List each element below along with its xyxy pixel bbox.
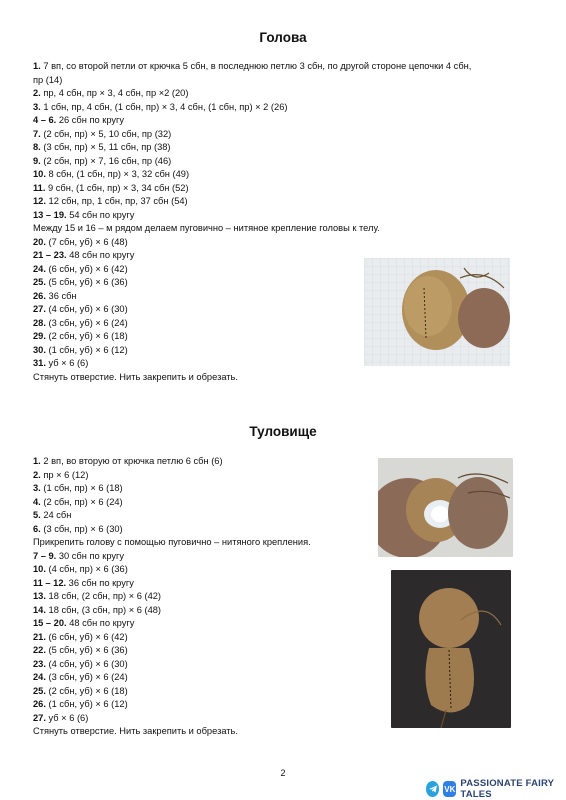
row-text: 18 сбн, (3 сбн, пр) × 6 (48) (45, 604, 162, 615)
row-number: 21. (33, 631, 46, 642)
row-number: 10. (33, 564, 46, 574)
row-text: (1 сбн, уб) × 6 (12) (45, 344, 128, 355)
row-text: (5 сбн, уб) × 6 (36) (45, 277, 128, 287)
instruction-row (33, 60, 543, 74)
row-text: 30 сбн по кругу (56, 550, 125, 561)
row-number: 20. (33, 236, 46, 247)
row-number: 31. (33, 358, 46, 368)
telegram-icon (426, 781, 439, 797)
row-text: 1 сбн, пр, 4 сбн, (1 сбн, пр) × 3, 4 сбн, (1 сбн, пр) × 2 (26) (40, 101, 288, 112)
row-text: 48 сбн по кругу (66, 618, 135, 628)
row-number: 3. (33, 101, 41, 112)
row-text: Стянуть отверстие. Нить закрепить и обрезать. (33, 371, 238, 382)
row-number: 3. (33, 483, 41, 493)
instruction-row (33, 168, 543, 182)
instruction-row (33, 195, 543, 209)
row-text: (2 сбн, пр) × 6 (24) (40, 496, 123, 507)
row-text: уб × 6 (6) (45, 358, 89, 368)
row-text: (6 сбн, уб) × 6 (42) (45, 263, 128, 274)
row-text: 48 сбн по кругу (66, 250, 135, 260)
row-text: (7 сбн, уб) × 6 (48) (45, 236, 128, 247)
instruction-row (33, 141, 543, 155)
instruction-row (33, 236, 543, 250)
row-number: 2. (33, 469, 41, 480)
head-heading: Голова (259, 30, 307, 45)
row-number: 27. (33, 304, 46, 314)
row-text: (4 сбн, пр) × 6 (36) (45, 564, 128, 574)
row-text: (5 сбн, уб) × 6 (36) (45, 645, 128, 655)
row-text: 7 вп, со второй петли от крючка 5 сбн, в последнюю петлю 3 сбн, по другой стороне цепочки 4 сбн, (40, 61, 472, 71)
row-number: 26. (33, 290, 46, 301)
watermark-text: PASSIONATE FAIRY TALES (460, 778, 555, 800)
row-number: 7. (33, 128, 41, 139)
row-text: (3 сбн, пр) × 5, 11 сбн, пр (38) (40, 142, 171, 152)
row-number: 15 – 20. (33, 618, 67, 628)
row-text: Между 15 и 16 – м рядом делаем пуговично – нитяное крепление головы к телу. (33, 223, 380, 233)
row-text: (2 сбн, уб) × 6 (18) (45, 685, 128, 696)
row-text: (4 сбн, уб) × 6 (30) (45, 658, 128, 669)
instruction-row (33, 87, 543, 101)
row-number: 4. (33, 496, 41, 507)
row-text: 8 сбн, (1 сбн, пр) × 3, 32 сбн (49) (45, 169, 190, 179)
row-text: (3 сбн, уб) × 6 (24) (45, 672, 128, 682)
row-text: (3 сбн, пр) × 6 (30) (40, 523, 123, 534)
row-number: 25. (33, 685, 46, 696)
instruction-row (33, 222, 543, 236)
body-heading: Туловище (249, 424, 317, 439)
row-text: (4 сбн, уб) × 6 (30) (45, 304, 128, 314)
row-text: Прикрепить голову с помощью пуговично – нитяного крепления. (33, 537, 311, 547)
row-number: 6. (33, 523, 41, 534)
page-number: 2 (280, 768, 286, 778)
row-text: (2 сбн, уб) × 6 (18) (45, 331, 128, 341)
body-photo-bottom (391, 570, 511, 728)
instruction-row (33, 182, 543, 196)
row-text: пр, 4 сбн, пр × 3, 4 сбн, пр ×2 (20) (40, 88, 189, 98)
row-number: 30. (33, 344, 46, 355)
row-text: 18 сбн, (2 сбн, пр) × 6 (42) (45, 591, 162, 601)
row-number: 9. (33, 155, 41, 166)
row-text: (2 сбн, пр) × 5, 10 сбн, пр (32) (40, 128, 172, 139)
row-text: уб × 6 (6) (45, 712, 89, 723)
instruction-row (33, 155, 543, 169)
row-text: (6 сбн, уб) × 6 (42) (45, 631, 128, 642)
row-text: (2 сбн, пр) × 7, 16 сбн, пр (46) (40, 155, 172, 166)
row-number: 28. (33, 317, 46, 328)
instruction-row (33, 114, 543, 128)
row-number: 4 – 6. (33, 115, 57, 125)
instruction-row (33, 128, 543, 142)
instruction-row (33, 101, 543, 115)
row-text: 24 сбн (40, 510, 72, 520)
row-number: 26. (33, 699, 46, 709)
row-number: 12. (33, 196, 46, 206)
row-text: 36 сбн (45, 290, 77, 301)
instruction-row (33, 209, 543, 223)
row-text: 9 сбн, (1 сбн, пр) × 3, 34 сбн (52) (45, 182, 189, 193)
head-photo (364, 258, 510, 366)
row-text: 36 сбн по кругу (66, 577, 134, 588)
instruction-row (33, 74, 543, 88)
row-text: (3 сбн, уб) × 6 (24) (45, 317, 128, 328)
row-text: (1 сбн, уб) × 6 (12) (45, 699, 128, 709)
row-number: 22. (33, 645, 46, 655)
row-number: 24. (33, 672, 46, 682)
row-number: 2. (33, 88, 41, 98)
vk-icon: VK (443, 781, 456, 797)
row-number: 11. (33, 182, 46, 193)
instruction-row (33, 371, 543, 385)
row-number: 14. (33, 604, 46, 615)
row-number: 11 – 12. (33, 577, 67, 588)
row-text: пр (14) (33, 74, 63, 85)
row-text: 26 сбн по кругу (56, 115, 125, 125)
row-number: 29. (33, 331, 46, 341)
row-number: 10. (33, 169, 46, 179)
row-number: 23. (33, 658, 46, 669)
row-text: 2 вп, во вторую от крючка петлю 6 сбн (6) (40, 456, 223, 466)
row-number: 13 – 19. (33, 209, 67, 220)
row-number: 8. (33, 142, 41, 152)
row-text: 54 сбн по кругу (66, 209, 135, 220)
row-text: Стянуть отверстие. Нить закрепить и обрезать. (33, 726, 238, 736)
row-number: 1. (33, 456, 41, 466)
row-number: 27. (33, 712, 46, 723)
watermark (426, 778, 566, 800)
row-text: (1 сбн, пр) × 6 (18) (40, 483, 123, 493)
row-number: 24. (33, 263, 46, 274)
row-text: пр × 6 (12) (40, 469, 89, 480)
row-number: 13. (33, 591, 46, 601)
row-number: 25. (33, 277, 46, 287)
row-number: 7 – 9. (33, 550, 57, 561)
body-photo-top (378, 458, 513, 557)
row-number: 5. (33, 510, 41, 520)
row-text: 12 сбн, пр, 1 сбн, пр, 37 сбн (54) (45, 196, 188, 206)
row-number: 21 – 23. (33, 250, 67, 260)
row-number: 1. (33, 61, 41, 71)
